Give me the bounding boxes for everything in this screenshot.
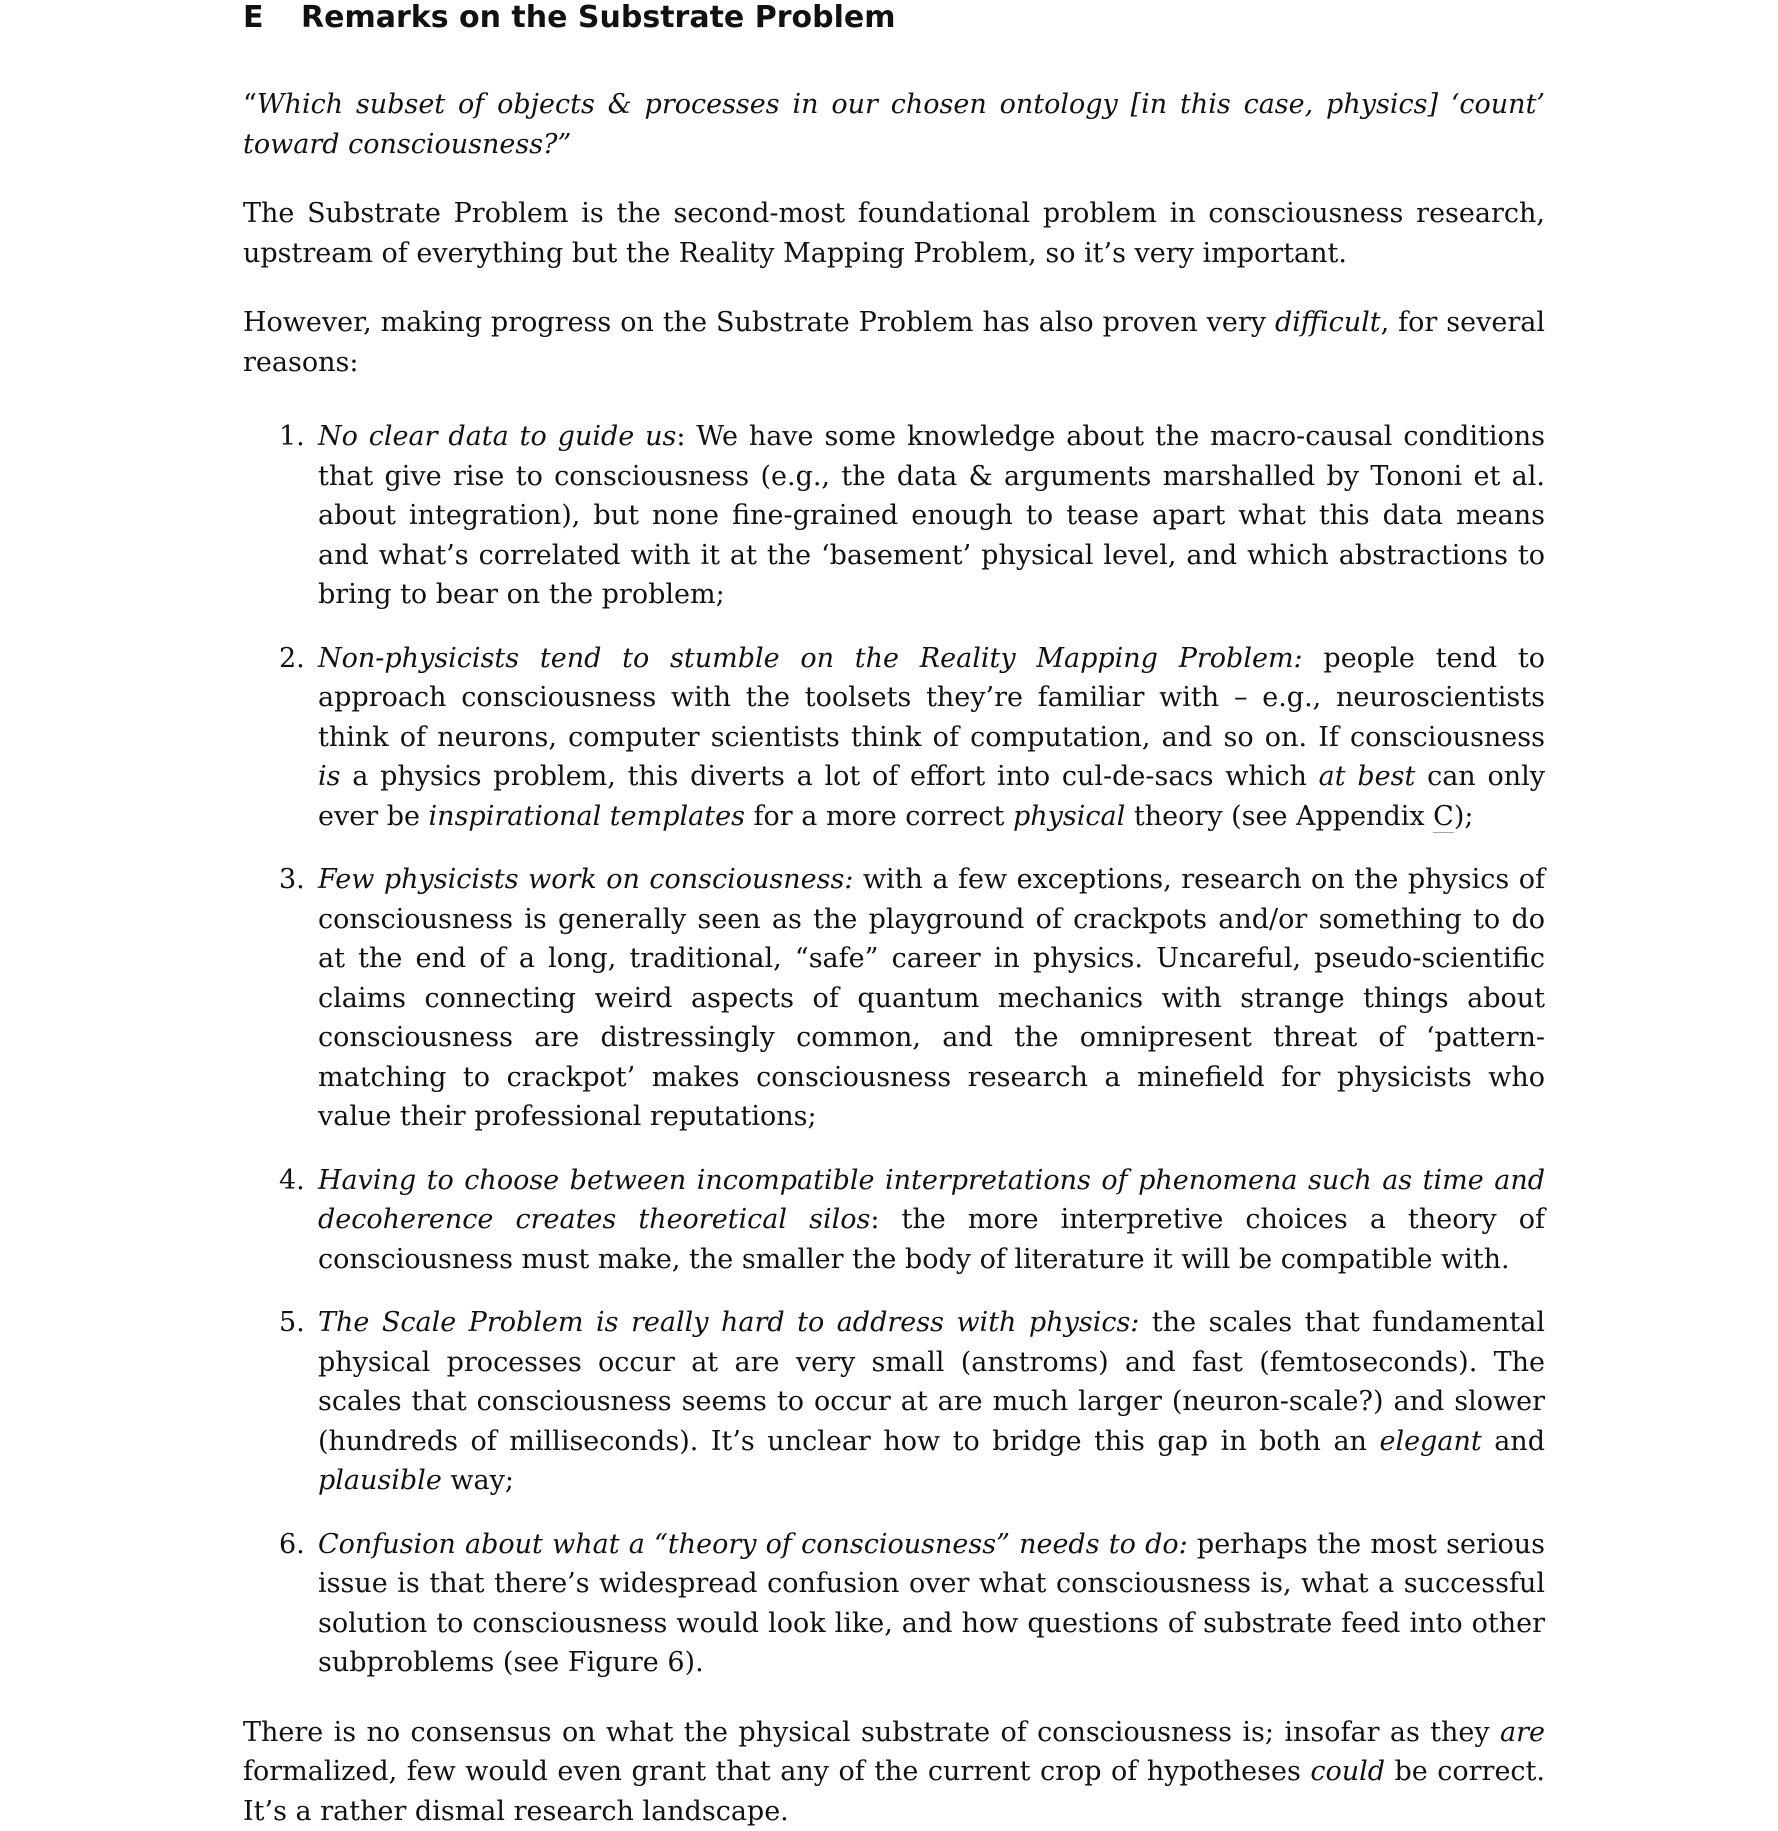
intro-paragraph: The Substrate Problem is the second-most foundational problem in consciousness research, upstream of everything but the Reality Mapping Problem, so it’s very important. <box>243 194 1545 273</box>
reasons-intro-text: However, making progress on the Substrate Problem has also proven very <box>243 307 1275 338</box>
emphasis-physical: physical <box>1013 801 1125 832</box>
list-item-text: a physics problem, this diverts a lot of effort into cul-de-sacs which <box>341 761 1319 792</box>
list-item <box>318 1303 1545 1501</box>
list-item <box>318 1525 1545 1683</box>
list-item-text: perhaps the most serious issue is that there’s widespread confusion over what consciousness is, what a successful solution to consciousness would look like, and how questions of substrate feed into other subproblems (see Figure 6). <box>318 1529 1545 1679</box>
emphasis-are: are <box>1500 1717 1545 1748</box>
closing-text: formalized, few would even grant that any of the current crop of hypotheses <box>243 1756 1310 1787</box>
quote-close-mark: ” <box>558 129 572 160</box>
list-marker: 3. <box>279 860 309 900</box>
appendix-c-link[interactable]: C <box>1433 801 1454 833</box>
list-item-text: can only ever be <box>318 761 1545 832</box>
reasons-list <box>243 417 1545 1683</box>
emphasis-at-best: at best <box>1319 761 1416 792</box>
list-item-text: for a more correct <box>745 801 1013 832</box>
list-marker: 5. <box>279 1303 309 1343</box>
emphasis-difficult: difficult <box>1275 307 1381 338</box>
section-number: E <box>243 1 301 35</box>
list-item-lead: No clear data to guide us <box>318 421 676 452</box>
list-item-text: ); <box>1454 801 1474 832</box>
quote-open-mark: “ <box>243 89 257 120</box>
list-marker: 4. <box>279 1161 309 1201</box>
list-marker: 2. <box>279 639 309 679</box>
list-item-text: theory (see Appendix <box>1125 801 1433 832</box>
list-item <box>318 639 1545 837</box>
list-item-lead: Non-physicists tend to stumble on the Reality Mapping Problem: <box>318 643 1303 674</box>
closing-paragraph <box>243 1713 1545 1831</box>
quote-text: Which subset of objects & processes in our chosen ontology [in this case, physics] ‘count’ toward consciousness? <box>243 89 1545 160</box>
list-marker: 1. <box>279 417 309 457</box>
section-heading <box>243 0 1545 35</box>
emphasis-is: is <box>318 761 341 792</box>
list-item-lead: Having to choose between incompatible interpretations of phenomena such as time and decoherence creates theoretical silos <box>318 1165 1545 1236</box>
list-item-text: with a few exceptions, research on the physics of consciousness is generally seen as the playground of crackpots and/or something to do at the end of a long, traditional, “safe” career in physics. Uncareful, pseudo-scientific claims connecting weird aspects of quantum mechanics with strange things about consciousness are distressingly common, and the omnipresent threat of ‘pattern-matching to crackpot’ makes consciousness research a minefield for physicists who value their professional reputations; <box>318 864 1545 1132</box>
list-item-text: : We have some knowledge about the macro-causal conditions that give rise to consciousness (e.g., the data & arguments marshalled by Tononi et al. about integration), but none fine-grained enough to tease apart what this data means and what’s correlated with it at the ‘basement’ physical level, and which abstractions to bring to bear on the problem; <box>318 421 1545 610</box>
document-page <box>243 0 1545 1831</box>
list-item <box>318 1161 1545 1280</box>
emphasis-could: could <box>1310 1756 1385 1787</box>
emphasis-inspirational-templates: inspirational templates <box>429 801 745 832</box>
section-title: Remarks on the Substrate Problem <box>301 1 895 35</box>
list-item-text: people tend to approach consciousness with the toolsets they’re familiar with – e.g., neuroscientists think of neurons, computer scientists think of computation, and so on. If consciousness <box>318 643 1545 753</box>
list-item-text: : the more interpretive choices a theory of consciousness must make, the smaller the body of literature it will be compatible with. <box>318 1204 1545 1275</box>
list-item <box>318 417 1545 615</box>
list-item-lead: The Scale Problem is really hard to address with physics: <box>318 1307 1139 1338</box>
list-item-text: the scales that fundamental physical processes occur at are very small (anstroms) and fast (femtoseconds). The scales that consciousness seems to occur at are much larger (neuron-scale?) and slower (hundreds of milliseconds). It’s unclear how to bridge this gap in both an <box>318 1307 1545 1457</box>
list-item-text: way; <box>442 1465 514 1496</box>
epigraph-quote <box>243 85 1545 164</box>
reasons-intro-paragraph <box>243 303 1545 382</box>
emphasis-plausible: plausible <box>318 1465 442 1496</box>
reasons-intro-tail: , for several reasons: <box>243 307 1545 378</box>
list-item-lead: Few physicists work on consciousness: <box>318 864 853 895</box>
closing-text: be correct. It’s a rather dismal research landscape. <box>243 1756 1545 1827</box>
list-item-text: and <box>1482 1426 1545 1457</box>
closing-text: There is no consensus on what the physical substrate of consciousness is; insofar as they <box>243 1717 1500 1748</box>
list-item-lead: Confusion about what a “theory of consciousness” needs to do: <box>318 1529 1188 1560</box>
emphasis-elegant: elegant <box>1379 1426 1481 1457</box>
list-item <box>318 860 1545 1137</box>
list-marker: 6. <box>279 1525 309 1565</box>
